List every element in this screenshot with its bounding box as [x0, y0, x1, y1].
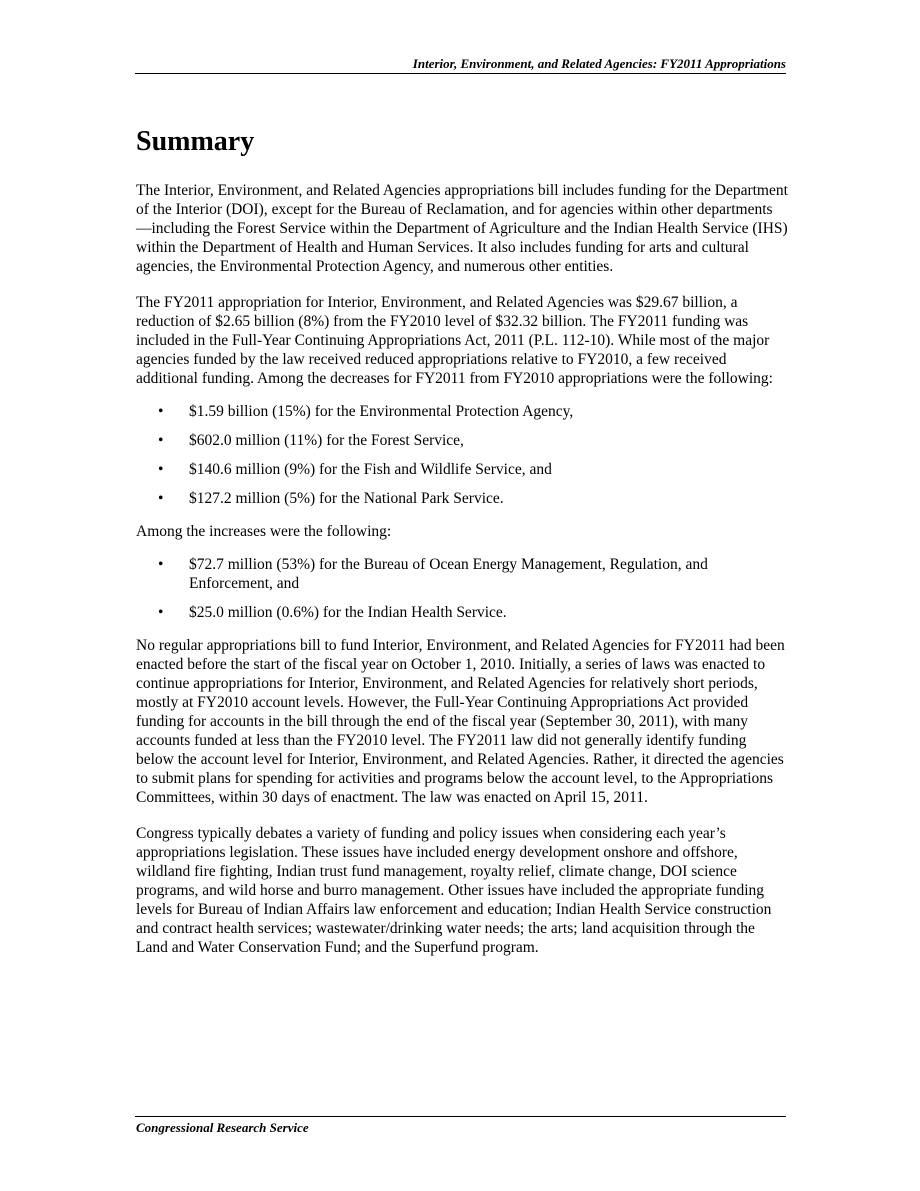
header-rule — [135, 73, 786, 74]
list-item: • $127.2 million (5%) for the National Park Service. — [136, 489, 729, 508]
paragraph-increases-lead: Among the increases were the following: — [136, 523, 392, 540]
paragraph-enactment: No regular appropriations bill to fund Interior, Environment, and Related Agencies for FY2011 had been enacted before the start of the fiscal year on October 1, 2010. Initially, a series of laws was enacted to continue appropriations for Interior, Environment, and Related Agencies for relatively short periods, mostly at FY2010 account levels. However, the Full-Year Continuing Appropriations Act provided funding for accounts in the bill through the end of the fiscal year (September 30, 2011), with many accounts funded at less than the FY2010 level. The FY2011 law did not generally identify funding below the account level for Interior, Environment, and Related Agencies. Rather, it directed the agencies to submit plans for spending for activities and programs below the account level, to the Appropriations Committees, within 30 days of enactment. The law was enacted on April 15, 2011. — [136, 637, 785, 806]
list-item: • $25.0 million (0.6%) for the Indian Health Service. — [136, 603, 729, 622]
paragraph-fy2011-overview: The FY2011 appropriation for Interior, Environment, and Related Agencies was $29.67 billion, a reduction of $2.65 billion (8%) from the FY2010 level of $32.32 billion. The FY2011 funding was included in the Full-Year Continuing Appropriations Act, 2011 (P.L. 112-10). While most of the major agencies funded by the law received reduced appropriations relative to FY2010, a few received additional funding. Among the decreases for FY2011 from FY2010 appropriations were the following: — [136, 294, 773, 387]
running-header: Interior, Environment, and Related Agencies: FY2011 Appropriations — [412, 56, 786, 71]
decreases-list — [136, 402, 788, 508]
list-item: • $602.0 million (11%) for the Forest Service, — [136, 431, 729, 450]
footer-rule — [135, 1116, 786, 1117]
page-content — [136, 122, 788, 974]
paragraph-intro: The Interior, Environment, and Related Agencies appropriations bill includes funding for the Department of the Interior (DOI), except for the Bureau of Reclamation, and for agencies within other departments—including the Forest Service within the Department of Agriculture and the Indian Health Service (IHS) within the Department of Health and Human Services. It also includes funding for arts and cultural agencies, the Environmental Protection Agency, and numerous other entities. — [136, 182, 788, 275]
list-item: • $140.6 million (9%) for the Fish and Wildlife Service, and — [136, 460, 729, 479]
section-title: Summary — [136, 126, 255, 157]
list-item: • $1.59 billion (15%) for the Environmental Protection Agency, — [136, 402, 729, 421]
paragraph-policy-issues: Congress typically debates a variety of funding and policy issues when considering each year’s appropriations legislation. These issues have included energy development onshore and offshore, wildland fire fighting, Indian trust fund management, royalty relief, climate change, DOI science programs, and wild horse and burro management. Other issues have included the appropriate funding levels for Bureau of Indian Affairs law enforcement and education; Indian Health Service construction and contract health services; wastewater/drinking water needs; the arts; land acquisition through the Land and Water Conservation Fund; and the Superfund program. — [136, 825, 772, 956]
list-item: • $72.7 million (53%) for the Bureau of Ocean Energy Management, Regulation, and Enforcement, and — [136, 555, 729, 593]
running-footer: Congressional Research Service — [136, 1120, 309, 1135]
increases-list — [136, 555, 788, 622]
